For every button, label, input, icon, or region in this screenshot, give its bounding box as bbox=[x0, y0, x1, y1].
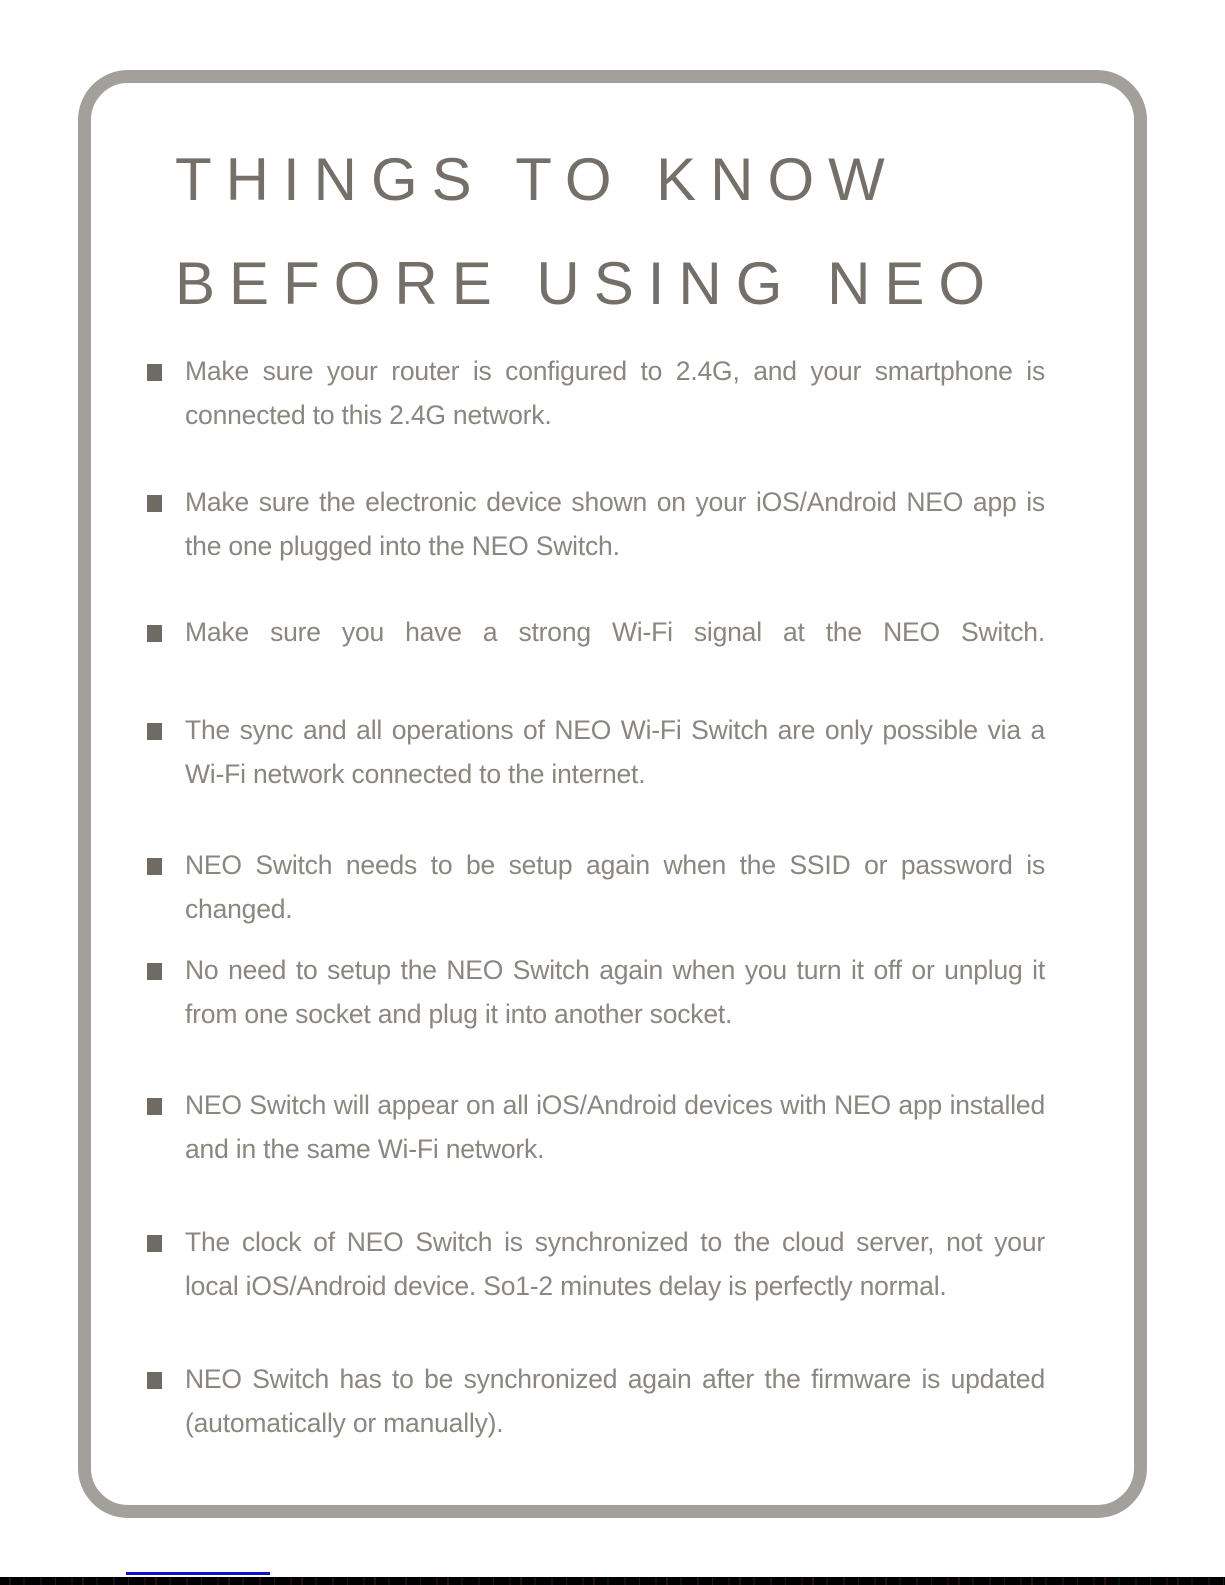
note-item bbox=[147, 948, 1047, 1036]
note-text: NEO Switch has to be synchronized again after the firmware is updated (automatically or manually). bbox=[185, 1364, 1045, 1438]
note-item bbox=[147, 480, 1047, 568]
bullet-square-icon bbox=[147, 364, 162, 381]
note-item bbox=[147, 843, 1047, 931]
footer-link-underline[interactable] bbox=[126, 1572, 270, 1575]
note-text: The clock of NEO Switch is synchronized to the cloud server, not your local iOS/Android device. So1-2 minutes delay is perfectly normal. bbox=[185, 1227, 1045, 1301]
note-item bbox=[147, 349, 1047, 437]
bullet-square-icon bbox=[147, 1372, 162, 1389]
note-text: Make sure your router is configured to 2.4G, and your smartphone is connected to this 2.4G network. bbox=[185, 356, 1045, 430]
bullet-square-icon bbox=[147, 625, 162, 642]
note-text: Make sure the electronic device shown on your iOS/Android NEO app is the one plugged into the NEO Switch. bbox=[185, 487, 1045, 561]
note-item bbox=[147, 708, 1047, 796]
page-title-line1: THINGS TO KNOW bbox=[175, 146, 899, 213]
note-text: Make sure you have a strong Wi-Fi signal at the NEO Switch. bbox=[185, 617, 1045, 647]
note-text: NEO Switch will appear on all iOS/Android devices with NEO app installed and in the same Wi-Fi network. bbox=[185, 1090, 1045, 1164]
note-item bbox=[147, 1083, 1047, 1171]
bullet-square-icon bbox=[147, 963, 162, 980]
note-item bbox=[147, 610, 1047, 654]
bullet-square-icon bbox=[147, 723, 162, 740]
note-item bbox=[147, 1357, 1047, 1445]
bullet-square-icon bbox=[147, 495, 162, 512]
note-text: No need to setup the NEO Switch again when you turn it off or unplug it from one socket and plug it into another socket. bbox=[185, 955, 1045, 1029]
note-text: The sync and all operations of NEO Wi-Fi Switch are only possible via a Wi-Fi network connected to the internet. bbox=[185, 715, 1045, 789]
note-text: NEO Switch needs to be setup again when the SSID or password is changed. bbox=[185, 850, 1045, 924]
bullet-square-icon bbox=[147, 1235, 162, 1252]
page-title bbox=[175, 128, 999, 336]
bullet-square-icon bbox=[147, 858, 162, 875]
page-title-line2: BEFORE USING NEO bbox=[175, 250, 1000, 317]
bullet-square-icon bbox=[147, 1098, 162, 1115]
scan-noise-strip bbox=[0, 1577, 1225, 1585]
note-item bbox=[147, 1220, 1047, 1308]
